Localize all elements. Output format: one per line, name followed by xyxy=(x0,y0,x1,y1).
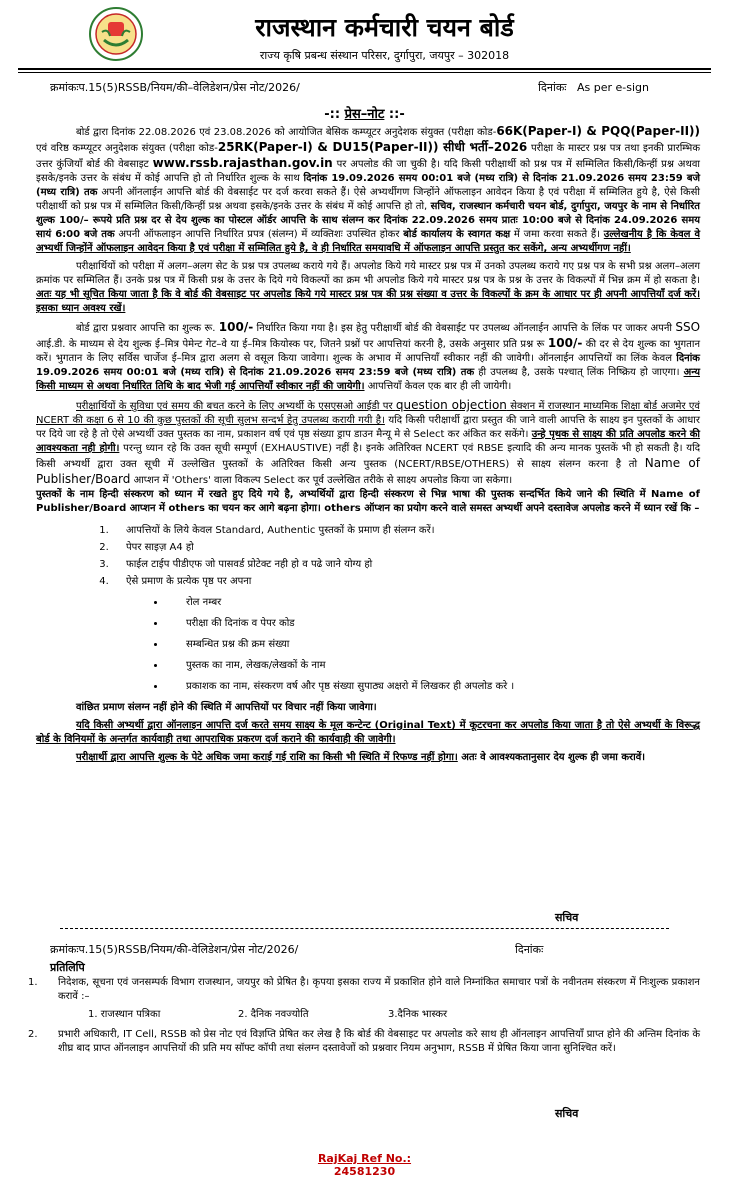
reference-date: दिनांकः As per e-sign xyxy=(538,81,649,94)
paragraph-1: बोर्ड द्वारा दिनांक 22.08.2026 एवं 23.08.2026 को आयोजित बेसिक कम्प्यूटर अनुदेशक संयुक्त (परीक्षा कोड-66K(Paper-I) & PQQ(Paper-II)) एवं वरिष्ठ कम्प्यूटर अनुदेशक संयुक्त (परीक्षा कोड-25RK(Paper-I) & DU15(Paper-II)) सीधी भर्ती–2026 परीक्षा के मास्टर प्रश्न पत्र तथा इनकी प्रारम्भिक उत्तर कुंजियाँ बोर्ड की वेबसाइट www.rssb.rajasthan.gov.in पर अपलोड की जा चुकी है। यदि किसी परीक्षार्थी को प्रश्न पत्र में सम्मिलित किसी/किन्हीं प्रश्न अथवा इसके/इनके उत्तर के संबंध में कोई आपत्ति हो तो निर्धारित शुल्क के साथ दिनांक 19.09.2026 समय 00:01 बजे (मध्य रात्रि) से दिनांक 21.09.2026 समय 23:59 बजे (मध्य रात्रि) तक अपनी ऑनलाईन आपत्ति बोर्ड की वेबसाईट पर दर्ज करवा सकते हैं। ऐसे अभ्यर्थीगण जिन्होंने ऑफलाइन आवेदन किया है एवं परीक्षा में सम्मिलित हुये है, ऐसे किसी परीक्षार्थी को प्रश्न पत्र में सम्मिलित किसी/किन्हीं प्रश्न अथवा इसके/इनके उत्तर के संबंध में कोई आपत्ति हो तो, सचिव, राजस्थान कर्मचारी चयन बोर्ड, दुर्गापुरा, जयपुर के नाम से निर्धारित शुल्क 100/– रूपये प्रति प्रश्न दर से देय शुल्क का पोस्टल ऑर्डर आपत्ति के साथ संलग्न कर दिनांक 22.09.2026 समय प्रातः 10:00 बजे से दिनांक 24.09.2026 समय सायं 6:00 बजे तक अपनी ऑफलाइन आपत्ति निर्धारित प्रपत्र (संलग्न) में व्यक्तिशः उपस्थित होकर बोर्ड कार्यालय के स्वागत कक्ष में जमा करवा सकते हैं। उल्लेखनीय है कि केवल वे अभ्यर्थी जिन्होंनें ऑफलाइन आवेदन किया है एवं परीक्षा में सम्मिलित हुये है, वे ही निर्धारित समयावधि में ऑफलाइन आपत्ति प्रस्तुत कर सकेंगे, अन्य अभ्यर्थीगण नहीं। xyxy=(36,124,701,254)
copy-reference-date: दिनांकः xyxy=(515,943,544,956)
copy-reference-number: क्रमांकःप.15(5)RSSB/नियम/की-वेलिडेशन/प्रेस नोट/2026/ xyxy=(50,943,299,956)
header-divider xyxy=(18,68,711,70)
org-address: राज्य कृषि प्रबन्ध संस्थान परिसर, दुर्गापुरा, जयपुर – 302018 xyxy=(259,49,510,62)
newspaper-list xyxy=(88,1008,700,1022)
copy-item: 1. निदेशक, सूचना एवं जनसम्पर्क विभाग राजस्थान, जयपुर को प्रेषित है। कृपया इसका राज्य में प्रकाशित होने वाले निम्नांकित समाचार पत्रों के नवीनतम संस्करण में निःशुल्क प्रकाशन करावें :– 1. राजस्थान पत्रिका 2. दैनिक नवज्योति 3.दैनिक भास्कर xyxy=(28,977,700,1020)
reference-number: क्रमांकःप.15(5)RSSB/नियम/की–वेलिडेशन/प्रेस नोट/2026/ xyxy=(50,81,300,94)
newspaper-item: 3.दैनिक भास्कर xyxy=(388,1009,448,1020)
rajkaj-number: 24581230 xyxy=(333,1165,396,1178)
reference-line xyxy=(50,80,689,95)
paragraph-3: बोर्ड द्वारा प्रश्नवार आपत्ति का शुल्क रू. 100/- निर्धारित किया गया है। इस हेतु परीक्षार्थी बोर्ड की वेबसाईट पर उपलब्ध ऑनलाईन आपत्ति के लिंक पर जाकर अपनी SSO आई.डी. के माध्यम से देय शुल्क ई–मित्र पेमेन्ट गेट–वे या ई–मित्र कियोस्क पर, जितने प्रश्नों पर आपत्तियां करनी है, उसके अनुसार प्रति प्रश्न रू 100/- की दर से देय शुल्क का भुगतान करें। भुगतान के लिए सर्विस चार्जेज ई–मित्र द्वारा अलग से वसूल किया जावेगा। शुल्क के अभाव में आपत्तियाँ स्वीकार नहीं की जावेगी। ऑनलाईन आपत्तियों का लिंक केवल दिनांक 19.09.2026 समय 00:01 बजे (मध्य रात्रि) से दिनांक 21.09.2026 समय 23:59 बजे (मध्य रात्रि) तक ही उपलब्ध है, उसके पश्चात् लिंक निष्क्रिय हो जाएगा। अन्य किसी माध्यम से अथवा निर्धारित तिथि के बाद भेजी गई आपत्तियाँ स्वीकार नहीं की जायेगी। आपत्तियाँ केवल एक बार ही ली जायेगी। xyxy=(36,320,701,392)
copy-to-list xyxy=(28,976,700,1062)
newspaper-item: 2. दैनिक नवज्योति xyxy=(238,1009,309,1020)
copy-to-label: प्रतिलिपि xyxy=(50,961,85,974)
paragraph-2: परीक्षार्थियों को परीक्षा में अलग–अलग सेट के प्रश्न पत्र उपलब्ध कराये गये हैं। अपलोड किये गये मास्टर प्रश्न पत्र में उनको उपलब्ध कराये गए प्रश्न पत्र के सभी प्रश्न अलग–अलग क्रमांक पर सम्मिलित हैं। उनके प्रश्न पत्र में किसी प्रश्न के उत्तर के दिये गये विकल्पों का क्रम भी अपलोड किये गये मास्टर प्रश्न पत्र के प्रश्न के उत्तर के विकल्पों में भिन्न क्रम में हो सकता है। अतः यह भी सूचित किया जाता है कि वे बोर्ड की वेबसाइट पर अपलोड किये गये मास्टर प्रश्न पत्र की प्रश्न संख्या व उत्तर के विकल्पों के क्रम के आधार पर ही अपनी आपत्तियाँ दर्ज करें। इसका ध्यान अवश्य रखें। xyxy=(36,261,700,314)
closing-paragraph-1: वांछित प्रमाण संलग्न नहीं होने की स्थिति में आपत्तियों पर विचार नहीं किया जावेगा। xyxy=(76,702,377,713)
closing-paragraph-3: परीक्षार्थी द्वारा आपत्ति शुल्क के पेटे अधिक जमा कराई गई राशि का किसी भी स्थिति में रिफण्ड नहीं होगा। अतः वे आवश्यकतानुसार देय शुल्क ही जमा करावें। xyxy=(76,752,646,763)
press-note-body xyxy=(36,124,700,769)
sub-requirement-item: • परीक्षा की दिनांक व पेपर कोड xyxy=(166,613,700,634)
sub-requirement-item: • सम्बन्धित प्रश्न की क्रम संख्या xyxy=(166,634,700,655)
requirement-item: 3. फाईल टाईप पीडीएफ जो पासवर्ड प्रोटेक्ट नही हो व पढे जाने योग्य हो xyxy=(112,556,700,573)
closing-paragraph-2: यदि किसी अभ्यर्थी द्वारा ऑनलाइन आपत्ति दर्ज करते समय साक्ष्य के मूल कन्टेन्ट (Original Text) में कूटरचना कर अपलोड किया जाता है तो ऐसे अभ्यर्थी के विरूद्ध बोर्ड के विनियमों के अन्तर्गत कार्यवाही तथा आपराधिक प्रकरण दर्ज कराने की कार्यवाही की जावेगी। xyxy=(36,720,700,745)
paragraph-4: परीक्षार्थियों के सुविधा एवं समय की बचत करने के लिए अभ्यर्थी के एसएसओ आईडी पर question objection सेक्शन में राजस्थान माध्यमिक शिक्षा बोर्ड अजमेर एवं NCERT की कक्षा 6 से 10 की कुछ पुस्तकों की सूची सुलभ सन्दर्भ हेतु उपलब्ध करायी गयी है। यदि किसी परीक्षार्थी द्वारा प्रस्तुत की जाने वाली आपत्ति के साक्ष्य इन पुस्तकों के आधार पर दिये जा रहे है तो ऐसे अभ्यर्थी उक्त पुस्तक का नाम, प्रकाशन वर्ष एवं पृष्ठ संख्या ड्राप डाउन मैन्यू मे से Select कर अंकित कर सकेंगे। उन्हे पृथक से साक्ष्य की प्रति अपलोड करने की आवश्यकता नही होगी। परन्तु ध्यान रहे कि उक्त सूची सम्पूर्ण (EXHAUSTIVE) नहीं है। इनके अतिरिक्त NCERT एवं RBSE इत्यादि की अन्य मानक पुस्तकें भी हो सकती है। यदि किसी अभ्यर्थी द्वारा उक्त सूची में उल्लेखित पुस्तकों के अतिरिक्त किसी अन्य पुस्तक (NCERT/RBSE/OTHERS) से साक्ष्य संलग्न करना है तो Name of Publisher/Board आप्शन में 'Others' वाला विकल्प Select कर पूर्व उल्लेखित तरीके से साक्ष्य अपलोड किया जा सकेगा। पुस्तकों के नाम हिन्दी संस्करण को ध्यान में रखते हुए दिये गये है, अभ्यर्थियों द्वारा हिन्दी संस्करण से भिन्न भाषा की पुस्तक सन्दर्भित किये जाने की स्थिति में Name of Publisher/Board आप्शन में others का चयन कर आगे बढ़ना होगा। others ऑप्शन का प्रयोग करने वाले समस्त अभ्यर्थी अपने दस्तावेज अपलोड करने में ध्यान रखें कि – xyxy=(36,398,701,514)
org-name: राजस्थान कर्मचारी चयन बोर्ड xyxy=(255,13,514,42)
rajkaj-reference xyxy=(0,1152,729,1178)
requirements-list xyxy=(112,522,700,697)
requirement-item: 2. पेपर साइज़ A4 हो xyxy=(112,539,700,556)
requirement-item: 1. आपत्तियों के लिये केवल Standard, Authentic पुस्तकों के प्रमाण ही संलग्न करें। xyxy=(112,522,700,539)
rajkaj-label: RajKaj Ref No.: xyxy=(317,1152,412,1165)
sub-requirement-item: • रोल नम्बर xyxy=(166,592,700,613)
signature-secretary-1: सचिव xyxy=(555,911,579,924)
newspaper-item: 1. राजस्थान पत्रिका xyxy=(88,1009,161,1020)
requirement-item: 4. ऐसे प्रमाण के प्रत्येक पृष्ठ पर अपना • रोल नम्बर • परीक्षा की दिनांक व पेपर कोड • सम्बन्धित प्रश्न की क्रम संख्या • पुस्तक का नाम, लेखक/लेखकों के नाम • प्रकाशक का नाम, संस्करण वर्ष और पृष्ठ संख्या सुपाठ्य अक्षरो में लिखकर ही अपलोड करे । xyxy=(112,573,700,697)
copy-item: 2. प्रभारी अधिकारी, IT Cell, RSSB को प्रेस नोट एवं विज्ञप्ति प्रेषित कर लेख है कि बोर्ड की वेबसाइट पर अपलोड करे साथ ही ऑनलाइन आपत्तियाँ प्राप्त होने की अन्तिम दिनांक के शीघ्र बाद प्राप्त ऑनलाइन आपत्तियों की प्रति मय सॉफ्ट कॉपी तथा संलग्न दस्तावेजों को प्रश्नवार नियम अनुभाग, RSSB में प्रेषित किया जाना सुनिश्चित करें। xyxy=(28,1029,700,1054)
header-divider-thin xyxy=(18,72,711,73)
press-note-title: -:: प्रेस–नोट ::- xyxy=(324,107,405,122)
copy-reference-line xyxy=(50,942,544,957)
sub-requirement-item: • प्रकाशक का नाम, संस्करण वर्ष और पृष्ठ संख्या सुपाठ्य अक्षरो में लिखकर ही अपलोड करे । xyxy=(166,676,700,697)
sub-requirement-item: • पुस्तक का नाम, लेखक/लेखकों के नाम xyxy=(166,655,700,676)
sub-requirements-list xyxy=(166,592,700,697)
section-divider xyxy=(60,928,669,929)
signature-secretary-2: सचिव xyxy=(555,1107,579,1120)
